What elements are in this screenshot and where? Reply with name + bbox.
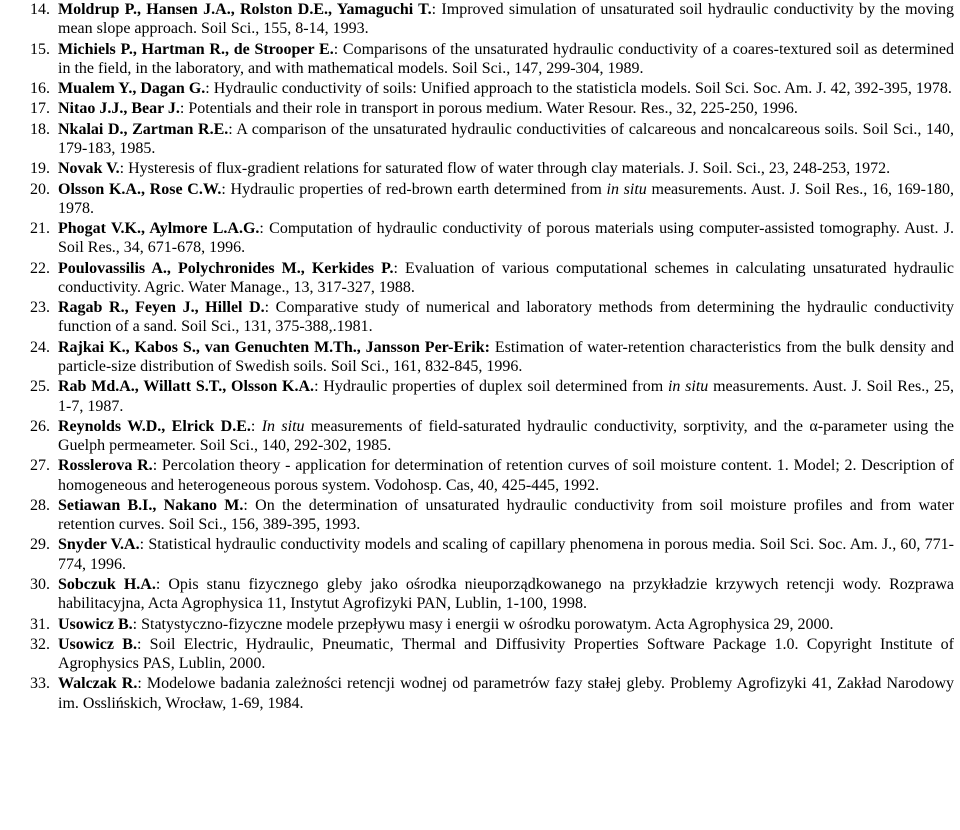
reference-entry — [30, 79, 954, 98]
reference-entry — [30, 40, 954, 79]
reference-authors: Phogat V.K., Aylmore L.A.G. — [58, 220, 260, 238]
reference-italic: In situ — [261, 417, 305, 435]
reference-number: 30. — [30, 576, 50, 593]
reference-title: : Soil Electric, Hydraulic, Pneumatic, Thermal and Diffusivity Properties Software Package 1.0. Copyright Institute of Agrophysics PAS, Lublin, 2000. — [58, 635, 955, 673]
reference-number: 23. — [30, 299, 50, 317]
reference-title-cont: measurements. Aust. J. Soil Res. — [708, 378, 926, 396]
reference-number: 17. — [30, 100, 50, 118]
reference-entry — [30, 377, 954, 416]
reference-title: : Hydraulic properties of red-brown earth determined from — [221, 180, 607, 198]
reference-title-cont: measurements. Aust. J. Soil Res. — [646, 180, 864, 198]
reference-details: , 60, 771-774, 1996. — [58, 536, 955, 573]
reference-details: , 23, 248-253, 1972. — [760, 160, 891, 178]
reference-authors: Usowicz B. — [58, 615, 133, 633]
reference-title: : — [250, 417, 262, 435]
reference-italic: in situ — [606, 180, 647, 198]
reference-title: : Improved simulation of unsaturated soil hydraulic conductivity by the moving mean slope approach. Soil Sci. — [58, 1, 954, 38]
reference-number: 26. — [30, 417, 50, 435]
reference-title: : Percolation theory - application for determination of retention curves of soil moisture content. 1. Model; 2. Description of homogeneous and heterogeneous porous system. Vodohosp. Cas, 40, 425-445, 1992. — [58, 457, 955, 494]
reference-title: : Computation of hydraulic conductivity of porous materials using computer-assisted tomography. Aust. J. Soil Res. — [58, 220, 955, 257]
reference-title: : A comparison of the unsaturated hydraulic conductivities of calcareous and noncalcareous soils. Soil Sci. — [228, 120, 918, 138]
reference-entry — [30, 120, 954, 159]
reference-number: 22. — [30, 259, 50, 277]
reference-details: , 147, 299-304, 1989. — [506, 59, 644, 77]
reference-authors: Nitao J.J., Bear J. — [58, 100, 180, 118]
reference-authors: Walczak R. — [58, 675, 138, 693]
reference-entry — [30, 159, 954, 178]
reference-title: : Comparisons of the unsaturated hydraulic conductivity of a coares-textured soil as determined in the field, in the laboratory, and with mathematical models. Soil Sci. — [58, 40, 955, 77]
reference-details: , 140, 179-183, 1985. — [58, 120, 955, 157]
reference-authors: Rab Md.A., Willatt S.T., Olsson K.A. — [58, 378, 315, 396]
reference-entry — [30, 615, 954, 634]
reference-number: 18. — [30, 120, 50, 138]
reference-number: 19. — [30, 160, 50, 178]
reference-number: 32. — [30, 635, 50, 653]
reference-authors: Mualem Y., Dagan G. — [58, 80, 206, 98]
reference-title: : Hysteresis of flux-gradient relations for saturated flow of water through clay materials. J. Soil. Sci. — [119, 160, 761, 178]
reference-number: 29. — [30, 536, 50, 554]
reference-authors: Nkalai D., Zartman R.E. — [58, 120, 229, 138]
reference-title: : Evaluation of various computational schemes in calculating unsaturated hydraulic conductivity. Agric. Water Manage. — [58, 259, 955, 296]
reference-title: : On the determination of unsaturated hydraulic conductivity from soil moisture profiles and from water retention curves. Soil Sci. — [58, 496, 955, 534]
reference-entry — [30, 259, 954, 298]
reference-title: : Opis stanu fizycznego gleby jako ośrodka nieuporządkowanego na przykładzie krzywych retencji wody. Rozprawa habilitacyjna, Acta Agrophysica 11, Instytut Agrofizyki PAN, Lublin, 1-100, 1998. — [58, 576, 954, 613]
reference-number: 31. — [30, 615, 50, 633]
reference-authors: Moldrup P., Hansen J.A., Rolston D.E., Yamaguchi T. — [58, 1, 432, 18]
reference-authors: Setiawan B.I., Nakano M. — [58, 496, 244, 514]
reference-entry — [30, 417, 954, 456]
reference-number: 16. — [30, 80, 50, 98]
reference-list-body — [30, 0, 954, 713]
reference-authors: Usowicz B. — [58, 635, 137, 653]
reference-title: : Statystyczno-fizyczne modele przepływu masy i energii w ośrodku porowatym. Acta Agrophysica 29, 2000. — [132, 615, 834, 633]
reference-title: : Hydraulic properties of duplex soil determined from — [314, 378, 668, 396]
reference-entry — [30, 99, 954, 118]
reference-details: , 13, 317-327, 1988. — [285, 278, 415, 296]
reference-details: 42, 392-395, 1978. — [826, 80, 952, 98]
reference-entry — [30, 456, 954, 495]
reference-authors: Snyder V.A. — [58, 536, 140, 554]
reference-number: 20. — [30, 180, 50, 198]
reference-italic: in situ — [667, 378, 709, 396]
reference-number: 15. — [30, 40, 50, 58]
reference-entry — [30, 575, 954, 614]
reference-authors: Michiels P., Hartman R., de Strooper E. — [58, 40, 334, 58]
reference-authors: Reynolds W.D., Elrick D.E. — [58, 417, 251, 435]
reference-authors: Ragab R., Feyen J., Hillel D. — [58, 299, 265, 317]
reference-title-cont: measurements of field-saturated hydraulic conductivity, sorptivity, and the α-parameter using the Guelph permeameter. Soil Sci. — [58, 417, 954, 455]
reference-entry — [30, 535, 954, 574]
reference-details: , 140, 292-302, 1985. — [253, 437, 392, 455]
reference-title: : Potentials and their role in transport in porous medium. Water Resour. Res. — [179, 100, 669, 118]
reference-authors: Rosslerova R. — [58, 457, 153, 475]
reference-authors: Poulovassilis A., Polychronides M., Kerkides P. — [58, 259, 394, 277]
reference-authors: Olsson K.A., Rose C.W. — [58, 180, 222, 198]
reference-authors: Novak V. — [58, 160, 120, 178]
reference-number: 21. — [30, 220, 50, 238]
reference-entry — [30, 338, 954, 377]
reference-entry — [30, 0, 954, 39]
reference-title: : Comparative study of numerical and laboratory methods from determining the hydraulic conductivity function of a sand. Soil Sci. — [58, 299, 955, 336]
reference-entry — [30, 635, 954, 674]
reference-details: , 16, 169-180, 1978. — [58, 180, 955, 217]
reference-number: 25. — [30, 378, 50, 396]
reference-title: : Modelowe badania zależności retencji wodnej od parametrów fazy stałej gleby. Problemy Agrofizyki 41, Zakład Narodowy im. Osslińskich, Wrocław, 1-69, 1984. — [58, 675, 954, 712]
reference-details: , 156, 389-395, 1993. — [222, 516, 361, 534]
reference-number: 24. — [30, 338, 50, 356]
reference-details: , 131, 375-388,.1981. — [235, 318, 373, 336]
reference-entry — [30, 496, 954, 535]
reference-number: 28. — [30, 496, 50, 514]
reference-title: : Statistical hydraulic conductivity models and scaling of capillary phenomena in porous media. Soil Sci. Soc. Am. J. — [139, 536, 893, 554]
reference-number: 14. — [30, 1, 50, 18]
reference-details: , 25, 1-7, 1987. — [58, 378, 955, 415]
reference-entry — [30, 298, 954, 337]
reference-details: , 155, 8-14, 1993. — [255, 20, 369, 38]
reference-entry — [30, 219, 954, 258]
reference-details: , 32, 225-250, 1996. — [668, 100, 798, 118]
reference-entry — [30, 180, 954, 219]
reference-authors: Rajkai K., Kabos S., van Genuchten M.Th., Jansson Per-Erik: — [58, 338, 490, 356]
reference-authors: Sobczuk H.A. — [58, 576, 156, 593]
reference-details: , 161, 832-845, 1996. — [385, 357, 523, 375]
reference-details: , 34, 671-678, 1996. — [115, 239, 246, 257]
reference-entry — [30, 674, 954, 713]
reference-number: 27. — [30, 457, 50, 475]
reference-title: : Hydraulic conductivity of soils: Unified approach to the statisticla models. Soil Sci. Soc. Am. J. — [205, 80, 827, 98]
reference-title: Estimation of water-retention characteristics from the bulk density and particle-size distribution of Swedish soils. Soil Sci. — [58, 338, 954, 375]
reference-number: 33. — [30, 675, 50, 693]
